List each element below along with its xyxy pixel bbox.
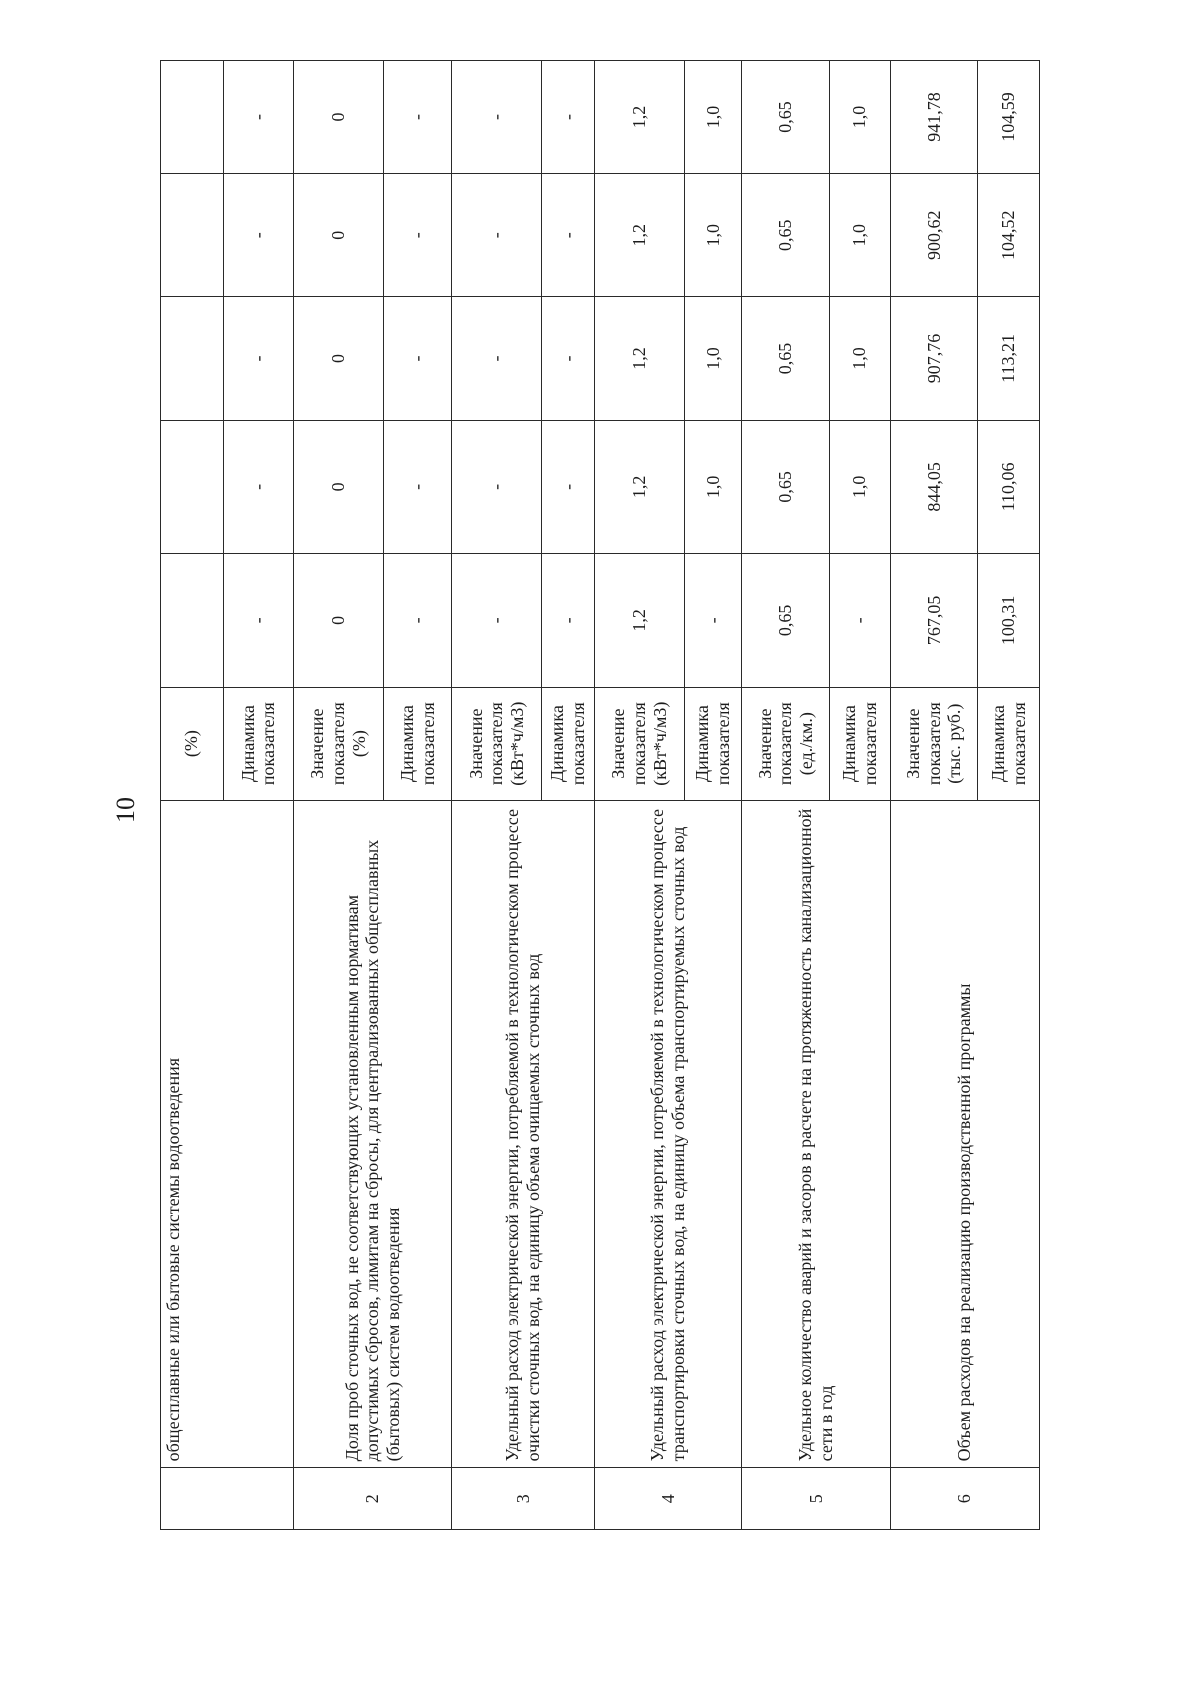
value-cell	[161, 420, 224, 554]
value-cell: 100,31	[978, 554, 1040, 688]
value-cell: 941,78	[890, 61, 978, 174]
value-cell: 0	[293, 297, 383, 420]
value-cell: 1,2	[594, 174, 684, 297]
value-cell: 113,21	[978, 297, 1040, 420]
value-cell: 0,65	[742, 61, 830, 174]
value-cell: -	[542, 61, 595, 174]
value-cell: 1,0	[830, 61, 890, 174]
value-cell: -	[542, 554, 595, 688]
row-label: Значение показателя (кВт*ч/м3)	[594, 687, 684, 800]
row-label: Значение показателя (тыс. руб.)	[890, 687, 978, 800]
row-number: 2	[293, 1468, 451, 1530]
value-cell: 1,2	[594, 554, 684, 688]
value-cell: 0	[293, 61, 383, 174]
value-cell: 0,65	[742, 297, 830, 420]
value-cell: 767,05	[890, 554, 978, 688]
table-row	[293, 61, 383, 1530]
value-cell: -	[384, 174, 452, 297]
value-cell: 0,65	[742, 174, 830, 297]
row-label: (%)	[161, 687, 224, 800]
value-cell: 104,52	[978, 174, 1040, 297]
rotated-table-container	[160, 60, 1040, 1530]
row-number: 4	[594, 1468, 741, 1530]
value-cell: -	[223, 61, 293, 174]
value-cell: 1,2	[594, 297, 684, 420]
row-label: Динамика показателя	[384, 687, 452, 800]
value-cell: 1,0	[685, 174, 742, 297]
value-cell: 844,05	[890, 420, 978, 554]
value-cell: -	[384, 297, 452, 420]
value-cell: -	[452, 554, 542, 688]
table-row	[452, 61, 542, 1530]
value-cell: -	[452, 297, 542, 420]
value-cell: 0	[293, 420, 383, 554]
value-cell: 110,06	[978, 420, 1040, 554]
row-label: Динамика показателя	[978, 687, 1040, 800]
page-number: 10	[111, 797, 140, 823]
value-cell: -	[830, 554, 890, 688]
value-cell: 1,0	[830, 174, 890, 297]
indicators-table	[160, 60, 1040, 1530]
table-row	[890, 61, 978, 1530]
row-description: общесплавные или бытовые системы водоотведения	[161, 800, 294, 1468]
value-cell: -	[223, 297, 293, 420]
value-cell: -	[542, 174, 595, 297]
value-cell: 1,0	[830, 420, 890, 554]
value-cell	[161, 61, 224, 174]
row-label: Значение показателя (%)	[293, 687, 383, 800]
value-cell	[161, 554, 224, 688]
value-cell: -	[384, 554, 452, 688]
value-cell	[161, 297, 224, 420]
value-cell: 1,2	[594, 61, 684, 174]
value-cell: -	[452, 61, 542, 174]
value-cell: 1,0	[685, 61, 742, 174]
row-description: Объем расходов на реализацию производственной программы	[890, 800, 1040, 1468]
value-cell: 900,62	[890, 174, 978, 297]
table-row	[161, 61, 224, 1530]
value-cell: 1,0	[685, 297, 742, 420]
row-label: Динамика показателя	[685, 687, 742, 800]
value-cell	[161, 174, 224, 297]
row-description: Удельный расход электрической энергии, потребляемой в технологическом процессе транспортировки сточных вод, на единицу объема транспортируемых сточных вод	[594, 800, 741, 1468]
value-cell: -	[384, 420, 452, 554]
row-label: Значение показателя (ед./км.)	[742, 687, 830, 800]
value-cell: 0	[293, 554, 383, 688]
value-cell: -	[452, 420, 542, 554]
table-row	[742, 61, 830, 1530]
row-description: Доля проб сточных вод, не соответствующих установленным нормативам допустимых сбросов, лимитам на сбросы, для централизованных общесплавных (бытовых) систем водоотведения	[293, 800, 451, 1468]
value-cell: 0,65	[742, 554, 830, 688]
row-number: 6	[890, 1468, 1040, 1530]
value-cell: -	[223, 554, 293, 688]
value-cell: -	[542, 420, 595, 554]
value-cell: 0,65	[742, 420, 830, 554]
value-cell: 907,76	[890, 297, 978, 420]
row-number: 3	[452, 1468, 595, 1530]
row-label: Динамика показателя	[223, 687, 293, 800]
value-cell: -	[542, 297, 595, 420]
value-cell: -	[223, 174, 293, 297]
row-description: Удельный расход электрической энергии, потребляемой в технологическом процессе очистки сточных вод, на единицу объема очищаемых сточных вод	[452, 800, 595, 1468]
value-cell: 1,0	[685, 420, 742, 554]
value-cell: -	[384, 61, 452, 174]
row-label: Значение показателя (кВт*ч/м3)	[452, 687, 542, 800]
value-cell: -	[223, 420, 293, 554]
value-cell: 0	[293, 174, 383, 297]
row-label: Динамика показателя	[542, 687, 595, 800]
value-cell: 1,2	[594, 420, 684, 554]
value-cell: -	[685, 554, 742, 688]
table-row	[594, 61, 684, 1530]
row-number: 5	[742, 1468, 890, 1530]
value-cell: 104,59	[978, 61, 1040, 174]
value-cell: 1,0	[830, 297, 890, 420]
row-label: Динамика показателя	[830, 687, 890, 800]
row-number-cell	[161, 1468, 294, 1530]
row-description: Удельное количество аварий и засоров в расчете на протяженность канализационной сети в год	[742, 800, 890, 1468]
value-cell: -	[452, 174, 542, 297]
